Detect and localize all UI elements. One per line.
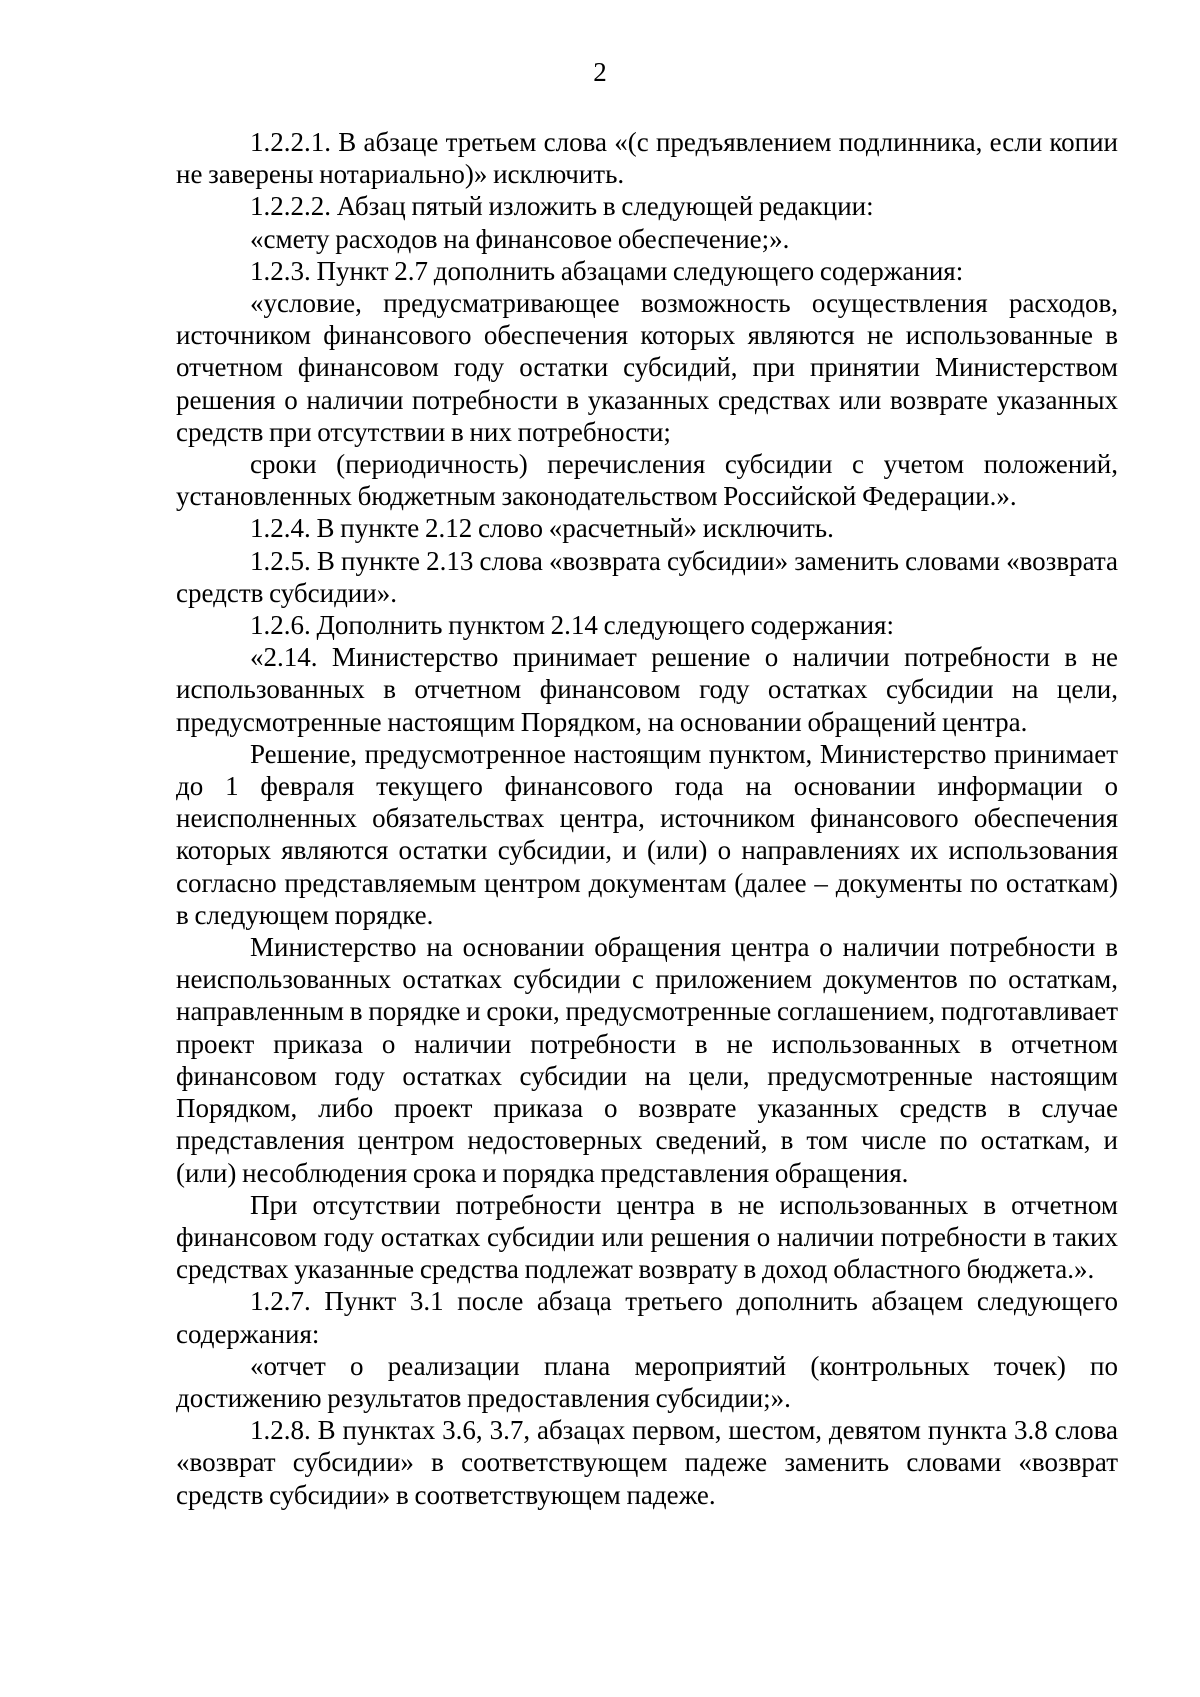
paragraph-sroki: сроки (периодичность) перечисления субсидии с учетом положений, установленных бюджетным законодательством Российской Федерации.». [176, 449, 1118, 512]
document-body [176, 126, 1118, 1511]
paragraph-1-2-2-1: 1.2.2.1. В абзаце третьем слова «(с предъявлением подлинника, если копии не заверены нотариально)» исключить. [176, 127, 1118, 190]
paragraph-1-2-5: 1.2.5. В пункте 2.13 слова «возврата субсидии» заменить словами «возврата средств субсидии». [176, 545, 1118, 608]
paragraph-quote-smeta: «смету расходов на финансовое обеспечение;». [250, 223, 790, 254]
paragraph-reshenie: Решение, предусмотренное настоящим пунктом, Министерство принимает до 1 февраля текущего финансового года на основании информации о неисполненных обязательствах центра, источником финансового обеспечения которых являются остатки субсидии, и (или) о направлениях их использования согласно представляемым центром документам (далее – документы по остаткам) в следующем порядке. [176, 738, 1118, 930]
paragraph-1-2-4: 1.2.4. В пункте 2.12 слово «расчетный» исключить. [250, 513, 834, 544]
paragraph-pri-otsutstvii: При отсутствии потребности центра в не использованных в отчетном финансовом году остатках субсидии или решения о наличии потребности в таких средствах указанные средства подлежат возврату в доход областного бюджета.». [176, 1189, 1118, 1285]
page-number: 2 [593, 57, 607, 87]
paragraph-1-2-2-2: 1.2.2.2. Абзац пятый изложить в следующей редакции: [250, 191, 874, 222]
paragraph-1-2-7: 1.2.7. Пункт 3.1 после абзаца третьего дополнить абзацем следующего содержания: [176, 1286, 1118, 1349]
paragraph-quote-uslovie: «условие, предусматривающее возможность осуществления расходов, источником финансового обеспечения которых являются не использованные в отчетном финансовом году остатки субсидий, при принятии Министерством решения о наличии потребности в указанных средствах или возврате указанных средств при отсутствии в них потребности; [176, 288, 1118, 447]
paragraph-ministerstvo: Министерство на основании обращения центра о наличии потребности в неиспользованных остатках субсидии с приложением документов по остаткам, направленным в порядке и сроки, предусмотренные соглашением, подготавливает проект приказа о наличии потребности в не использованных в отчетном финансовом году остатках субсидии на цели, предусмотренные настоящим Порядком, либо проект приказа о возврате указанных средств в случае представления центром недостоверных сведений, в том числе по остаткам, и (или) несоблюдения срока и порядка представления обращения. [176, 932, 1118, 1188]
paragraph-1-2-6: 1.2.6. Дополнить пунктом 2.14 следующего содержания: [250, 610, 894, 641]
paragraph-quote-otchet: «отчет о реализации плана мероприятий (контрольных точек) по достижению результатов предоставления субсидии;». [176, 1350, 1118, 1413]
paragraph-1-2-8: 1.2.8. В пунктах 3.6, 3.7, абзацах первом, шестом, девятом пункта 3.8 слова «возврат субсидии» в соответствующем падеже заменить словами «возврат средств субсидии» в соответствующем падеже. [176, 1415, 1118, 1510]
paragraph-1-2-3: 1.2.3. Пункт 2.7 дополнить абзацами следующего содержания: [250, 255, 964, 286]
paragraph-2-14: «2.14. Министерство принимает решение о наличии потребности в не использованных в отчетном финансовом году остатках субсидии на цели, предусмотренные настоящим Порядком, на основании обращений центра. [176, 642, 1118, 737]
